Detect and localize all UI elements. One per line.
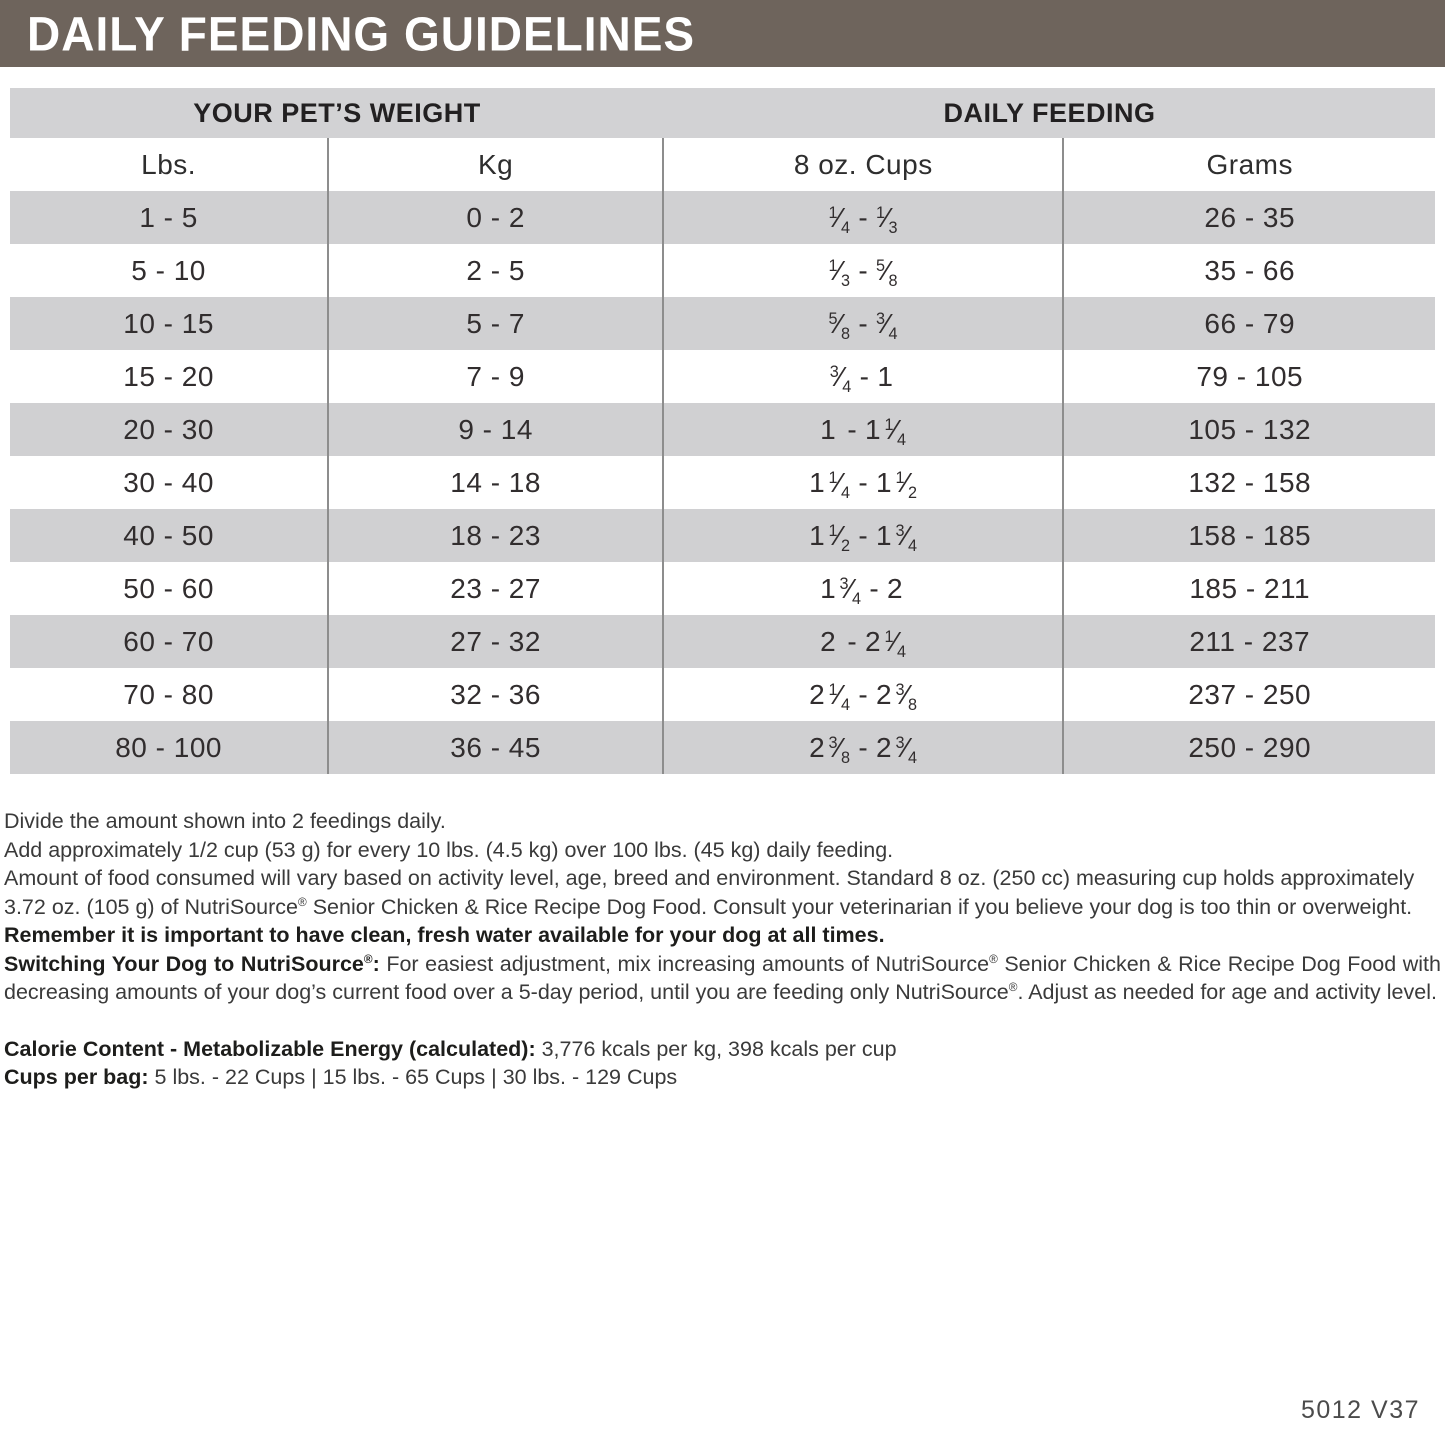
cell-cups: $^5⁄_8$ - $^3⁄_4$ (664, 297, 1064, 350)
cell-cups: 1 $^1⁄_2$ - 1 $^3⁄_4$ (664, 509, 1064, 562)
cell-grams: 158 - 185 (1188, 519, 1312, 551)
column-header-grams: Grams (1206, 148, 1293, 180)
cell-lbs: 80 - 100 (10, 721, 329, 774)
cell-cups: $^3⁄_4$ - 1 (664, 350, 1064, 403)
group-header-row (10, 88, 1435, 138)
cell-grams: 132 - 158 (1188, 466, 1312, 498)
cell-kg: 23 - 27 (329, 562, 664, 615)
feeding-table-body (10, 191, 1435, 774)
note-divide-feedings: Divide the amount shown into 2 feedings daily. (4, 809, 446, 833)
calorie-block (4, 1035, 1441, 1092)
table-row (10, 509, 1435, 562)
cups-per-bag-line: Cups per bag: 5 lbs. - 22 Cups | 15 lbs. - 65 Cups | 30 lbs. - 129 Cups (4, 1065, 678, 1089)
cell-lbs: 15 - 20 (10, 350, 329, 403)
table-row (10, 350, 1435, 403)
cell-grams: 79 - 105 (1196, 360, 1304, 392)
page-title: DAILY FEEDING GUIDELINES (27, 6, 696, 61)
table-row (10, 615, 1435, 668)
switching-paragraph: Switching Your Dog to NutriSource®: For easiest adjustment, mix increasing amounts of NutriSource® Senior Chicken & Rice Recipe Dog Food with decreasing amounts of your dog’s current food over a 5-day period, until you are feeding only NutriSource®. Adjust as needed for age and activity level. (4, 951, 1441, 1004)
cell-lbs: 60 - 70 (10, 615, 329, 668)
cell-lbs: 40 - 50 (10, 509, 329, 562)
cell-grams: 66 - 79 (1204, 307, 1296, 339)
feeding-notes (4, 807, 1441, 1092)
cell-lbs: 5 - 10 (10, 244, 329, 297)
column-header-lbs: Lbs. (10, 138, 329, 191)
cell-grams: 26 - 35 (1204, 201, 1296, 233)
group-header-daily-feeding: DAILY FEEDING (943, 97, 1156, 128)
note-add-over-100lbs: Add approximately 1/2 cup (53 g) for every 10 lbs. (4.5 kg) over 100 lbs. (45 kg) daily feeding. (4, 837, 894, 862)
column-header-kg: Kg (329, 138, 664, 191)
cell-cups: 1 $^3⁄_4$ - 2 (664, 562, 1064, 615)
cell-cups: 2 $^3⁄_8$ - 2 $^3⁄_4$ (664, 721, 1064, 774)
cell-grams: 237 - 250 (1188, 678, 1312, 710)
cell-cups: 1 - 1 $^1⁄_4$ (664, 403, 1064, 456)
cell-cups: $^1⁄_3$ - $^5⁄_8$ (664, 244, 1064, 297)
column-header-row (10, 138, 1435, 191)
cell-cups: 1 $^1⁄_4$ - 1 $^1⁄_2$ (664, 456, 1064, 509)
cell-lbs: 50 - 60 (10, 562, 329, 615)
note-amount-varies: Amount of food consumed will vary based on activity level, age, breed and environment. Standard 8 oz. (250 cc) measuring cup holds approximately 3.72 oz. (105 g) of NutriSource® Senior Chicken & Rice Recipe Dog Food. Consult your veterinarian if you believe your dog is too thin or overweight. (4, 866, 1415, 919)
doc-code: 5012 V37 (1300, 1396, 1420, 1424)
table-row (10, 668, 1435, 721)
cell-lbs: 10 - 15 (10, 297, 329, 350)
table-row (10, 403, 1435, 456)
cell-grams: 35 - 66 (1204, 254, 1296, 286)
cell-kg: 9 - 14 (329, 403, 664, 456)
cell-cups: $^1⁄_4$ - $^1⁄_3$ (664, 191, 1064, 244)
table-row (10, 191, 1435, 244)
cell-grams: 250 - 290 (1188, 731, 1312, 763)
cell-cups: 2 - 2 $^1⁄_4$ (664, 615, 1064, 668)
calorie-content-line: Calorie Content - Metabolizable Energy (calculated): 3,776 kcals per kg, 398 kcals per cup (4, 1036, 897, 1061)
note-fresh-water: Remember it is important to have clean, fresh water available for your dog at all times. (4, 923, 885, 947)
group-header-pet-weight: YOUR PET’S WEIGHT (193, 97, 481, 128)
cell-kg: 18 - 23 (329, 509, 664, 562)
cell-kg: 5 - 7 (329, 297, 664, 350)
cell-cups: 2 $^1⁄_4$ - 2 $^3⁄_8$ (664, 668, 1064, 721)
cell-kg: 14 - 18 (329, 456, 664, 509)
cell-kg: 2 - 5 (329, 244, 664, 297)
table-row (10, 562, 1435, 615)
cell-lbs: 70 - 80 (10, 668, 329, 721)
cell-grams: 185 - 211 (1189, 572, 1311, 604)
cell-lbs: 30 - 40 (10, 456, 329, 509)
title-bar (0, 0, 1445, 67)
cell-lbs: 20 - 30 (10, 403, 329, 456)
column-header-cups: 8 oz. Cups (664, 138, 1064, 191)
cell-kg: 7 - 9 (329, 350, 664, 403)
table-row (10, 244, 1435, 297)
table-row (10, 456, 1435, 509)
feeding-table (10, 88, 1435, 774)
table-row (10, 721, 1435, 774)
cell-grams: 105 - 132 (1188, 413, 1312, 445)
cell-kg: 27 - 32 (329, 615, 664, 668)
cell-kg: 36 - 45 (329, 721, 664, 774)
table-row (10, 297, 1435, 350)
cell-lbs: 1 - 5 (10, 191, 329, 244)
cell-grams: 211 - 237 (1189, 625, 1311, 657)
cell-kg: 0 - 2 (329, 191, 664, 244)
cell-kg: 32 - 36 (329, 668, 664, 721)
